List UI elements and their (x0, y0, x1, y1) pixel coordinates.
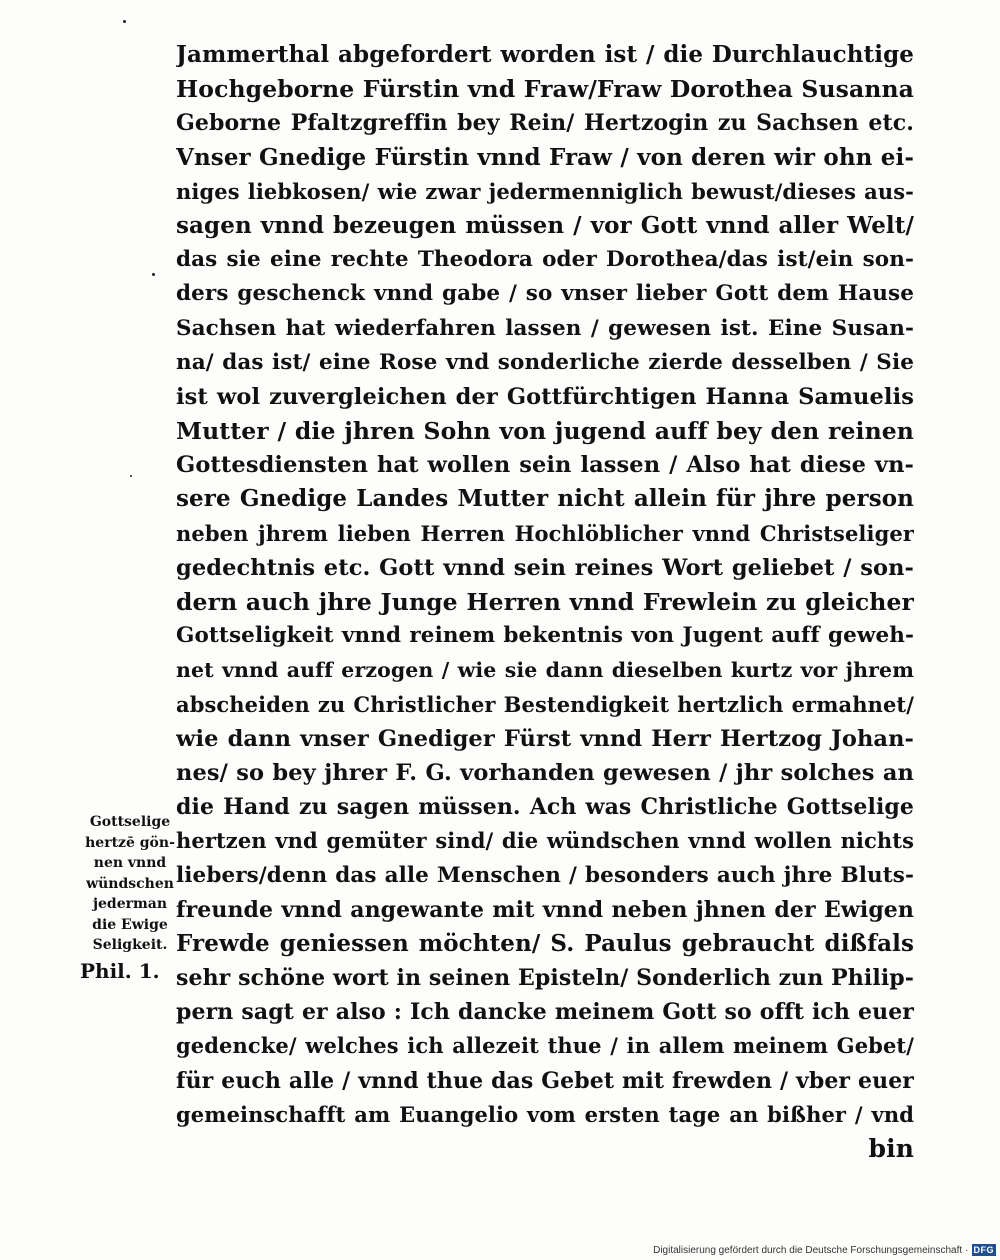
footer-text: Digitalisierung gefördert durch die Deutsche Forschungsgemeinschaft (653, 1244, 963, 1256)
margin-note-line: Gottselige (89, 814, 171, 830)
scan-speck (130, 475, 132, 477)
text-line: die Hand zu sagen müssen. Ach was Christliche Gottselige (176, 794, 914, 821)
text-line: das sie eine rechte Theodora oder Dorothea/das ist/ein son- (176, 247, 914, 273)
text-line: niges liebkosen/ wie zwar jedermenniglich bewust/dieses aus- (176, 178, 914, 204)
text-line: gedechtnis etc. Gott vnnd sein reines Wort geliebet / son- (176, 554, 914, 581)
text-line: gedencke/ welches ich allezeit thue / in allem meinem Gebet/ (176, 1033, 914, 1059)
text-line: Jammerthal abgefordert worden ist / die Durchlauchtige (176, 41, 914, 68)
margin-reference: Phil. 1. (80, 958, 160, 983)
digitization-footer (653, 1243, 996, 1257)
text-line: ist wol zuvergleichen der Gottfürchtigen Hanna Samuelis (176, 383, 914, 410)
footer-separator: · (965, 1244, 969, 1256)
text-line: hertzen vnd gemüter sind/ die wündschen vnnd wollen nichts (176, 828, 914, 854)
text-line: Sachsen hat wiederfahren lassen / gewesen ist. Eine Susan- (176, 315, 914, 341)
text-line: sere Gnedige Landes Mutter nicht allein für jhre person (176, 485, 914, 513)
text-line: liebers/denn das alle Menschen / besonders auch jhre Bluts- (176, 862, 914, 888)
text-line: freunde vnnd angewante mit vnnd neben jhnen der Ewigen (176, 896, 914, 923)
text-line: Gottseligkeit vnnd reinem bekentnis von Jugent auff geweh- (176, 623, 914, 649)
scan-speck (152, 273, 155, 276)
dfg-logo: DFG (973, 1245, 994, 1255)
text-line: abscheiden zu Christlicher Bestendigkeit hertzlich ermahnet/ (176, 691, 914, 717)
text-line: Geborne Pfaltzgreffin bey Rein/ Hertzogin zu Sachsen etc. (176, 110, 914, 137)
text-line: nes/ so bey jhrer F. G. vorhanden gewesen / jhr solches an (176, 759, 914, 786)
text-line: na/ das ist/ eine Rose vnd sonderliche zierde desselben / Sie (176, 349, 914, 375)
margin-note-line: hertzē gön- (85, 834, 175, 851)
text-line: Gottesdiensten hat wollen sein lassen / Also hat diese vn- (176, 452, 914, 479)
margin-note-line: die Ewige (92, 916, 168, 933)
main-text-block (176, 38, 914, 1166)
text-line: gemeinschafft am Euangelio vom ersten tage an bißher / vnd (176, 1101, 914, 1127)
text-line: dern auch jhre Junge Herren vnnd Frewlein zu gleicher (176, 588, 914, 616)
text-line: Frewde geniessen möchten/ S. Paulus gebraucht dißfals (176, 929, 914, 957)
scan-speck (123, 20, 126, 23)
text-line: für euch alle / vnnd thue das Gebet mit frewden / vber euer (176, 1067, 914, 1094)
text-line: Hochgeborne Fürstin vnd Fraw/Fraw Dorothea Susanna (176, 75, 914, 104)
text-line: sehr schöne wort in seinen Episteln/ Sonderlich zun Philip- (176, 965, 914, 992)
text-line: pern sagt er also : Ich dancke meinem Gott so offt ich euer (176, 999, 914, 1026)
text-line: Mutter / die jhren Sohn von jugend auff bey den reinen (176, 417, 914, 446)
text-line: ders geschenck vnnd gabe / so vnser lieber Gott dem Hause (176, 281, 914, 307)
margin-note-line: wündschen (86, 875, 174, 892)
text-line: net vnnd auff erzogen / wie sie dann dieselben kurtz vor jhrem (176, 658, 914, 683)
margin-note (80, 812, 180, 986)
margin-note-line: Seligkeit. (92, 937, 168, 953)
catchword-line: bin (868, 1134, 914, 1163)
text-line: neben jhrem lieben Herren Hochlöblicher vnnd Christseliger (176, 520, 914, 546)
text-line: wie dann vnser Gnediger Fürst vnnd Herr Hertzog Johan- (176, 725, 914, 752)
margin-note-line: jederman (92, 896, 168, 912)
text-line: sagen vnnd bezeugen müssen / vor Gott vnnd aller Welt/ (176, 211, 914, 239)
margin-note-line: nen vnnd (93, 855, 167, 871)
text-line: Vnser Gnedige Fürstin vnnd Fraw / von deren wir ohn ei- (176, 143, 914, 171)
